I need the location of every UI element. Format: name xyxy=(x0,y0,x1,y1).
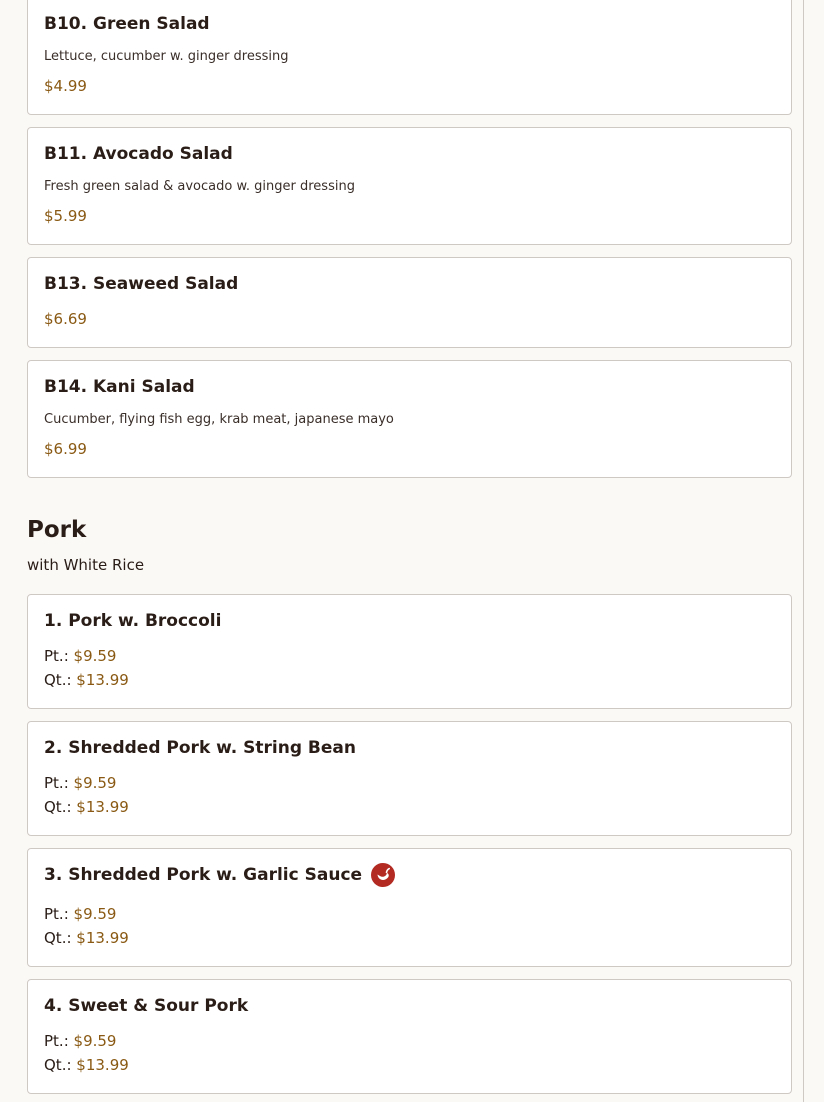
pint-price: $9.59 xyxy=(73,647,117,665)
menu-item-card[interactable] xyxy=(27,848,792,967)
menu-item-card[interactable] xyxy=(27,721,792,836)
item-price: $5.99 xyxy=(44,207,87,225)
item-name: B10. Green Salad xyxy=(44,14,210,34)
item-name: B14. Kani Salad xyxy=(44,377,195,397)
menu-item-card[interactable] xyxy=(27,360,792,478)
item-name: 1. Pork w. Broccoli xyxy=(44,611,222,631)
item-name: B13. Seaweed Salad xyxy=(44,274,239,294)
pint-price: $9.59 xyxy=(73,905,117,923)
menu-item-card[interactable] xyxy=(27,0,792,115)
pint-label: Pt.: xyxy=(44,1032,69,1050)
quart-price-line xyxy=(44,929,129,947)
menu-item-card[interactable] xyxy=(27,257,792,348)
quart-price: $13.99 xyxy=(76,671,129,689)
quart-label: Qt.: xyxy=(44,929,72,947)
item-name: 4. Sweet & Sour Pork xyxy=(44,996,249,1016)
quart-price: $13.99 xyxy=(76,929,129,947)
quart-label: Qt.: xyxy=(44,1056,72,1074)
item-price: $4.99 xyxy=(44,77,87,95)
pint-price: $9.59 xyxy=(73,774,117,792)
pint-price-line xyxy=(44,1032,116,1050)
quart-price: $13.99 xyxy=(76,1056,129,1074)
menu-item-card[interactable] xyxy=(27,127,792,245)
section-subtitle: with White Rice xyxy=(27,556,145,574)
menu-item-card[interactable] xyxy=(27,979,792,1094)
item-name: 3. Shredded Pork w. Garlic Sauce xyxy=(44,865,363,885)
chili-pepper-icon xyxy=(371,863,395,887)
pint-price: $9.59 xyxy=(73,1032,117,1050)
section-title: Pork xyxy=(27,517,87,543)
pint-label: Pt.: xyxy=(44,774,69,792)
item-name-row xyxy=(44,863,395,887)
item-name: B11. Avocado Salad xyxy=(44,144,233,164)
pint-label: Pt.: xyxy=(44,647,69,665)
quart-price-line xyxy=(44,1056,129,1074)
pint-label: Pt.: xyxy=(44,905,69,923)
quart-price-line xyxy=(44,798,129,816)
quart-price-line xyxy=(44,671,129,689)
item-description: Cucumber, flying fish egg, krab meat, japanese mayo xyxy=(44,412,394,427)
pint-price-line xyxy=(44,774,116,792)
item-price: $6.99 xyxy=(44,440,87,458)
pint-price-line xyxy=(44,905,116,923)
item-description: Fresh green salad & avocado w. ginger dressing xyxy=(44,179,355,194)
quart-label: Qt.: xyxy=(44,798,72,816)
quart-price: $13.99 xyxy=(76,798,129,816)
item-description: Lettuce, cucumber w. ginger dressing xyxy=(44,49,289,64)
item-price: $6.69 xyxy=(44,310,87,328)
menu-item-card[interactable] xyxy=(27,594,792,709)
pint-price-line xyxy=(44,647,116,665)
quart-label: Qt.: xyxy=(44,671,72,689)
item-name: 2. Shredded Pork w. String Bean xyxy=(44,738,356,758)
